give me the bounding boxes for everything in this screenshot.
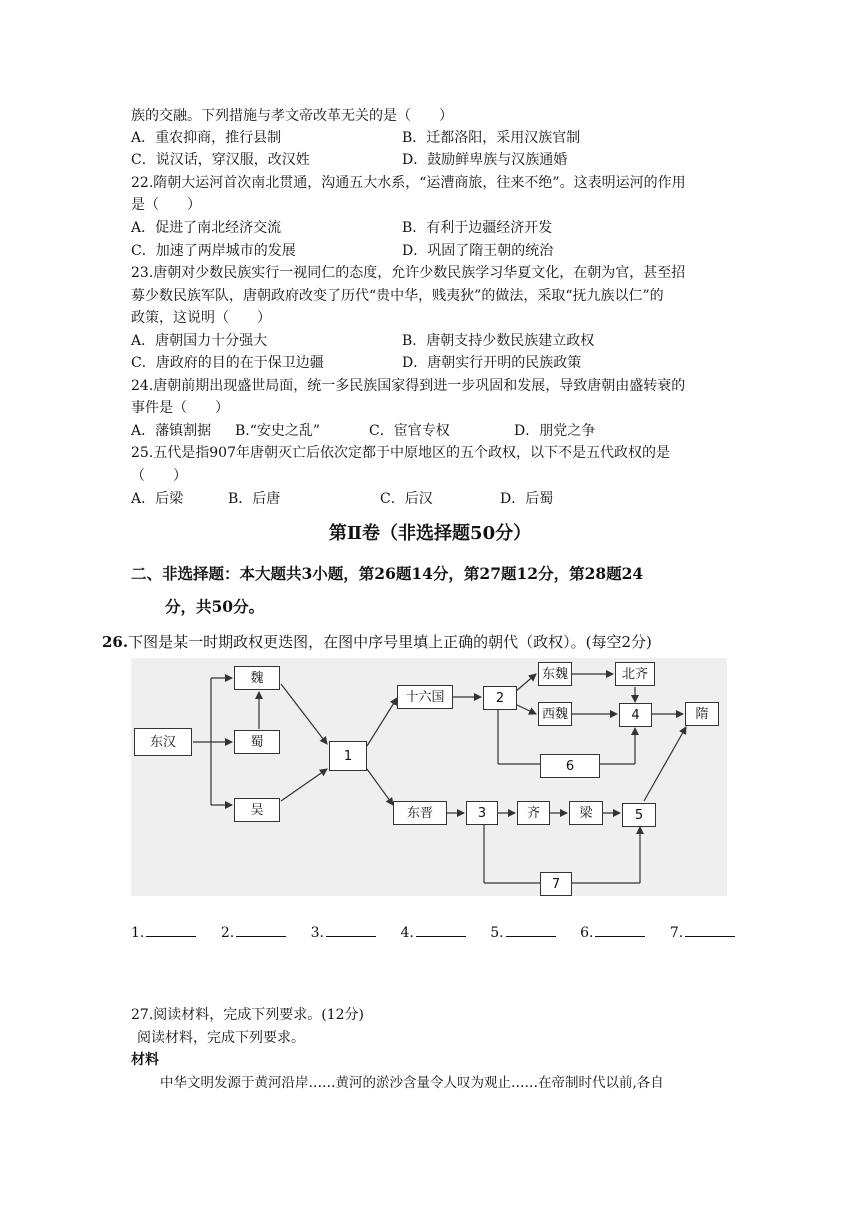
node-1: 1: [329, 741, 367, 771]
answer-blank-7[interactable]: [685, 922, 735, 937]
q24-option-d: D．朋党之争: [514, 423, 596, 439]
answer-blank-2[interactable]: [236, 922, 286, 937]
section2-heading-line2: 分，共50分。: [165, 597, 265, 616]
node-liang: 梁: [569, 801, 603, 825]
q27-material-label: 材料: [131, 1052, 159, 1068]
node-shu: 蜀: [234, 730, 280, 754]
q23-stem-line1: 23.唐朝对少数民族实行一视同仁的态度，允许少数民族学习华夏文化，在朝为官，甚至招: [131, 265, 686, 281]
q25-option-d: D．后蜀: [500, 491, 554, 507]
q24-stem-line2: 事件是（ ）: [131, 400, 229, 416]
blank-label-3: 3.: [310, 925, 324, 941]
blank-label-7: 7.: [669, 925, 684, 941]
q21-option-a: A．重农抑商，推行县制: [131, 130, 282, 146]
node-5: 5: [622, 803, 656, 827]
q25-stem-line2: （ ）: [131, 468, 187, 484]
blank-label-5: 5.: [490, 925, 504, 941]
q23-option-d: D．唐朝实行开明的民族政策: [402, 355, 582, 371]
q27-instruction: 阅读材料，完成下列要求。: [137, 1030, 305, 1046]
q23-option-a: A．唐朝国力十分强大: [131, 333, 268, 349]
q22-option-c: C．加速了两岸城市的发展: [131, 243, 296, 259]
q22-option-a: A．促进了南北经济交流: [131, 220, 282, 236]
q27-stem: 27.阅读材料，完成下列要求。(12分): [131, 1007, 365, 1023]
node-xiwei: 西魏: [538, 702, 572, 726]
q26-answer-blanks: [131, 922, 755, 943]
q26-number: 26.: [102, 633, 129, 651]
node-shiliuguo: 十六国: [397, 685, 453, 709]
blank-label-2: 2.: [220, 925, 235, 941]
answer-blank-4[interactable]: [416, 922, 466, 937]
node-sui: 隋: [685, 702, 719, 726]
q27-material-text: 中华文明发源于黄河沿岸……黄河的淤沙含量令人叹为观止……在帝制时代以前,各自: [160, 1075, 664, 1091]
q24-option-b: B.“安史之乱”: [235, 423, 321, 439]
q22-stem-line2: 是（ ）: [131, 197, 201, 213]
q23-option-c: C．唐政府的目的在于保卫边疆: [131, 355, 324, 371]
q26-stem-text: 下图是某一时期政权更迭图，在图中序号里填上正确的朝代（政权）。(每空2分): [128, 633, 652, 651]
q25-option-c: C．后汉: [380, 491, 433, 507]
q25-option-a: A．后梁: [131, 491, 184, 507]
q21-option-b: B．迁都洛阳，采用汉族官制: [402, 130, 581, 146]
q24-option-c: C．宦官专权: [369, 423, 450, 439]
q25-option-b: B．后唐: [228, 491, 281, 507]
q23-stem-line2: 募少数民族军队，唐朝政府改变了历代“贵中华，贱夷狄”的做法，采取“抚九族以仁”的: [131, 288, 664, 304]
q24-option-a: A．藩镇割据: [131, 423, 212, 439]
node-6: 6: [540, 754, 600, 778]
blank-label-4: 4.: [400, 925, 414, 941]
answer-blank-5[interactable]: [506, 922, 556, 937]
node-donghan: 东汉: [134, 728, 192, 756]
q23-stem-line3: 政策，这说明（ ）: [131, 310, 271, 326]
q24-stem-line1: 24.唐朝前期出现盛世局面，统一多民族国家得到进一步巩固和发展，导致唐朝由盛转衰的: [131, 378, 686, 394]
blank-label-6: 6.: [580, 925, 594, 941]
node-dongjin: 东晋: [393, 801, 447, 825]
node-7: 7: [540, 872, 572, 896]
q21-option-d: D．鼓励鲜卑族与汉族通婚: [402, 152, 568, 168]
section2-heading-line1: 二、非选择题：本大题共3小题，第26题14分，第27题12分，第28题24: [131, 564, 644, 583]
q22-option-b: B．有利于边疆经济开发: [402, 220, 553, 236]
blank-label-1: 1.: [131, 925, 145, 941]
q21-stem: 族的交融。下列措施与孝文帝改革无关的是（ ）: [131, 108, 453, 124]
q23-option-b: B．唐朝支持少数民族建立政权: [402, 333, 595, 349]
answer-blank-6[interactable]: [595, 922, 645, 937]
node-2: 2: [483, 686, 517, 710]
node-dongwei: 东魏: [538, 662, 572, 686]
node-wei: 魏: [234, 666, 280, 690]
part2-title: 第Ⅱ卷（非选择题50分）: [328, 523, 532, 544]
q22-option-d: D．巩固了隋王朝的统治: [402, 243, 554, 259]
node-3: 3: [466, 801, 498, 825]
answer-blank-1[interactable]: [146, 922, 196, 937]
regime-succession-diagram: [131, 658, 727, 896]
q26-stem: [102, 631, 652, 653]
node-qi: 齐: [517, 801, 550, 825]
answer-blank-3[interactable]: [326, 922, 376, 937]
node-4: 4: [619, 703, 652, 727]
q25-stem-line1: 25.五代是指907年唐朝灭亡后依次定都于中原地区的五个政权，以下不是五代政权的是: [131, 445, 670, 461]
q21-option-c: C．说汉话，穿汉服，改汉姓: [131, 152, 310, 168]
q22-stem-line1: 22.隋朝大运河首次南北贯通，沟通五大水系，“运漕商旅，往来不绝”。这表明运河的作用: [131, 175, 686, 191]
node-wu: 吴: [234, 798, 280, 822]
node-beiqi: 北齐: [615, 662, 655, 686]
